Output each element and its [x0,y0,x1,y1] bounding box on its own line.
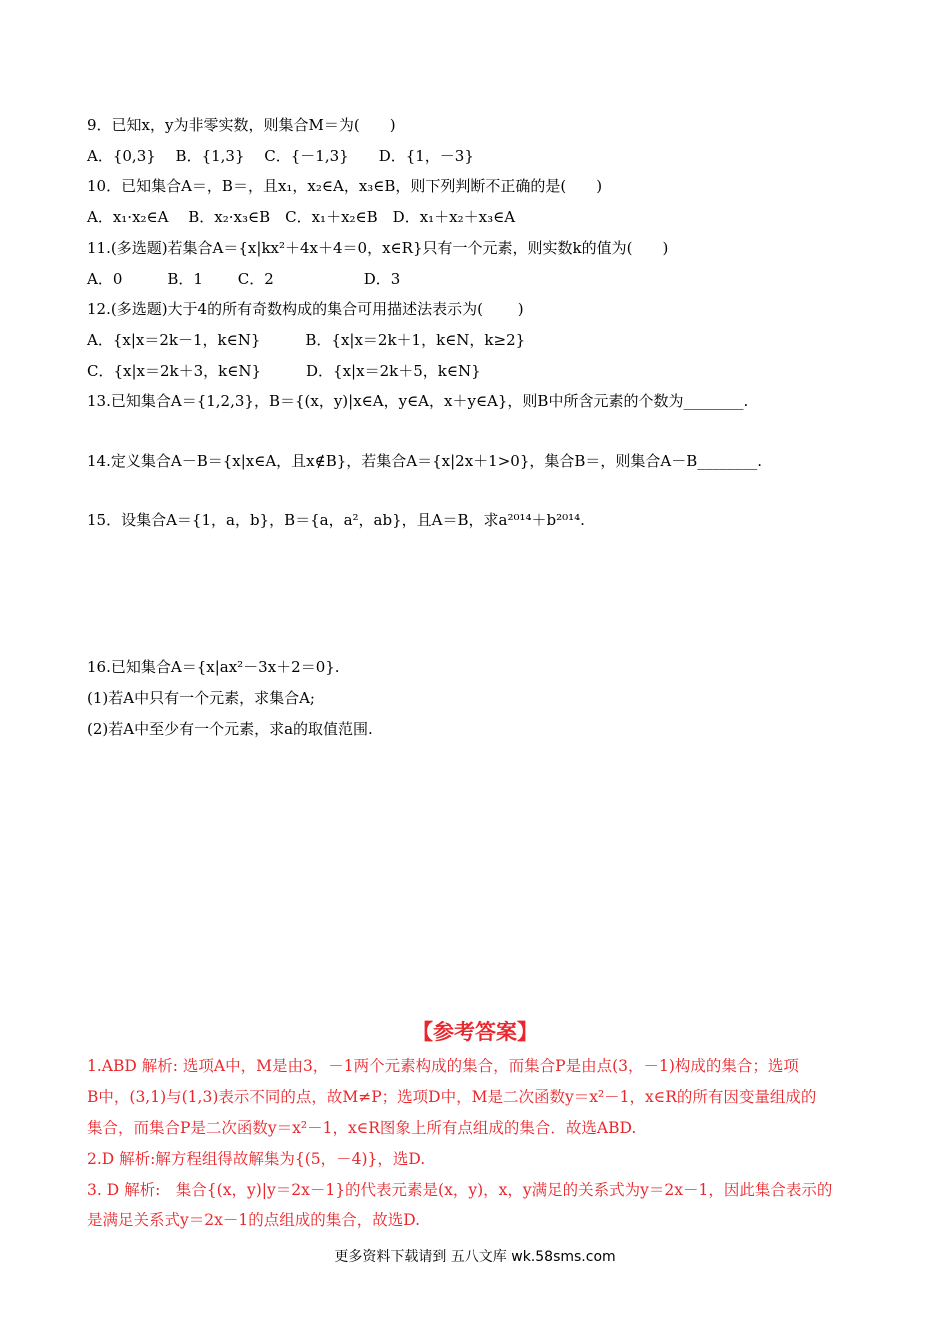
answer-line: 集合，而集合P是二次函数y＝x²－1，x∈R图象上所有点组成的集合．故选ABD. [87,1119,637,1137]
answer-line: B中，(3,1)与(1,3)表示不同的点，故M≠P；选项D中，M是二次函数y＝x²－1，x∈R的所有因变量组成的 [87,1088,817,1106]
question-12-options-cd: C．{x|x＝2k＋3，k∈N} D．{x|x＝2k＋5，k∈N} [87,362,481,380]
question-16-part-2: (2)若A中至少有一个元素，求a的取值范围. [87,720,373,738]
question-15: 15．设集合A＝{1，a，b}，B＝{a，a²，ab}，且A＝B，求a²⁰¹⁴＋b²⁰¹⁴. [87,511,585,529]
question-11-options: A．0 B．1 C．2 D．3 [87,270,401,288]
question-9: 9．已知x，y为非零实数，则集合M＝为( ) [87,116,396,134]
question-12: 12.(多选题)大于4的所有奇数构成的集合可用描述法表示为( ) [87,300,524,318]
question-10-options: A．x₁·x₂∈A B．x₂·x₃∈B C．x₁＋x₂∈B D．x₁＋x₂＋x₃∈A [87,208,516,226]
answers-title: 【参考答案】 [412,1019,538,1044]
question-13: 13.已知集合A＝{1,2,3}，B＝{(x，y)|x∈A，y∈A，x＋y∈A}，则B中所含元素的个数为________. [87,392,749,410]
question-16-part-1: (1)若A中只有一个元素，求集合A; [87,689,315,707]
question-16: 16.已知集合A＝{x|ax²－3x＋2＝0}. [87,658,340,676]
question-10: 10．已知集合A＝，B＝，且x₁，x₂∈A，x₃∈B，则下列判断不正确的是( ) [87,177,603,195]
answer-line: 是满足关系式y＝2x－1的点组成的集合，故选D. [87,1211,421,1229]
answer-line: 3. D 解析: 集合{(x，y)|y＝2x－1}的代表元素是(x，y)，x，y满足的关系式为y＝2x－1，因此集合表示的 [87,1181,833,1199]
question-12-options-ab: A．{x|x＝2k－1，k∈N} B．{x|x＝2k＋1，k∈N，k≥2} [87,331,526,349]
answer-line: 1.ABD 解析: 选项A中，M是由3，－1两个元素构成的集合，而集合P是由点(3，－1)构成的集合；选项 [87,1057,799,1075]
question-14: 14.定义集合A－B＝{x|x∈A，且x∉B}，若集合A＝{x|2x＋1>0}，集合B＝，则集合A－B________. [87,452,763,470]
question-9-options: A．{0,3} B．{1,3} C．{－1,3} D．{1，－3} [87,147,474,165]
answer-line: 2.D 解析:解方程组得故解集为{(5，－4)}，选D. [87,1150,426,1168]
question-11: 11.(多选题)若集合A＝{x|kx²＋4x＋4＝0，x∈R}只有一个元素，则实数k的值为( ) [87,239,669,257]
footer-watermark: 更多资料下载请到 五八文库 wk.58sms.com [334,1249,616,1265]
